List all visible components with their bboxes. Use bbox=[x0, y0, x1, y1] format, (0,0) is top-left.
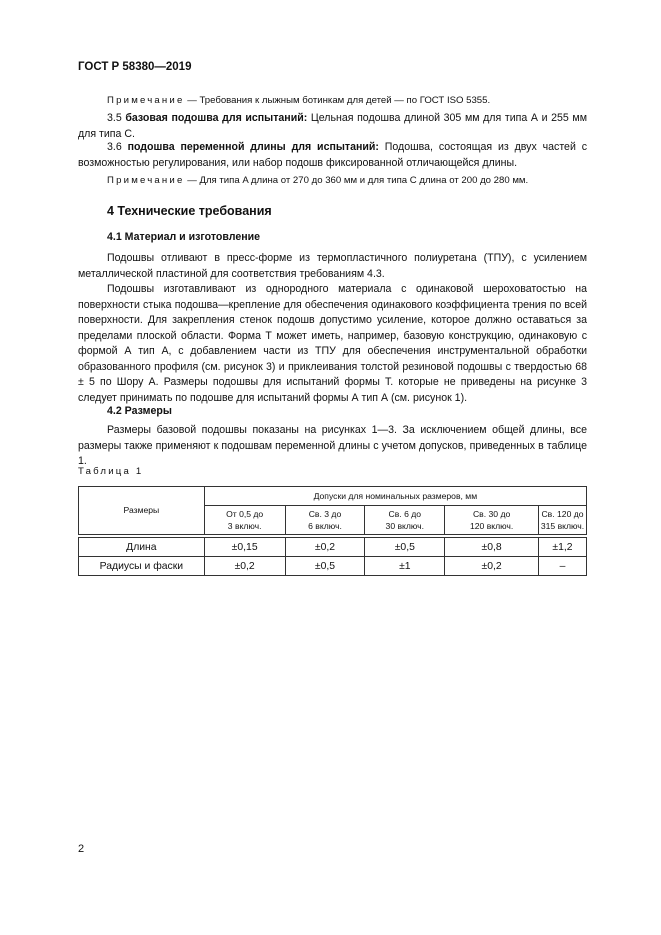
note-text: — Требования к лыжным ботинкам для детей — по ГОСТ ISO 5355. bbox=[184, 95, 491, 106]
table-cell: ±1,2 bbox=[539, 538, 587, 557]
definition-number: 3.5 bbox=[107, 112, 126, 124]
document-header: ГОСТ Р 58380—2019 bbox=[78, 61, 192, 73]
table-cell: – bbox=[539, 557, 587, 576]
table-row bbox=[79, 557, 587, 576]
row-label: Радиусы и фаски bbox=[79, 557, 205, 576]
table-cell: ±0,5 bbox=[285, 557, 365, 576]
subsection-4-2-title: 4.2 Размеры bbox=[107, 405, 172, 417]
definition-term: подошва переменной длины для испытаний: bbox=[127, 141, 379, 153]
definition-term: базовая подошва для испытаний: bbox=[125, 112, 308, 124]
page-number: 2 bbox=[78, 843, 85, 855]
range-header: Св. 3 до 6 включ. bbox=[285, 506, 365, 535]
definition-3-6 bbox=[78, 140, 587, 171]
definition-number: 3.6 bbox=[107, 141, 128, 153]
subsection-4-1-title: 4.1 Материал и изготовление bbox=[107, 231, 261, 243]
range-header: Св. 120 до 315 включ. bbox=[539, 506, 587, 535]
tolerance-table bbox=[78, 486, 587, 576]
range-header: От 0,5 до 3 включ. bbox=[204, 506, 285, 535]
paragraph-4-1-2: Подошвы изготавливают из однородного материала с одинаковой шероховатостью на поверхности стыка подошва—крепление для обеспечения одинакового коэффициента трения по всей поверхности. Для закрепления стенок подошв допустимо усиление, которое должно оставаться за пределами плоской области. Форма Т может иметь, например, базовую конструкцию, одинаковую с формой А тип А, с добавлением части из ТПУ для обеспечения инструментальной обработки образованного профиля (см. рисунок 3) и приклеивания толстой резиновой подошвы с твердостью 68 ± 5 по Шору А. Размеры подошвы для испытаний формы Т. которые не приведены на рисунке 3 следует принимать по подошве для испытаний формы А тип А (см. рисунок 1). bbox=[78, 283, 587, 404]
table-cell: ±0,2 bbox=[204, 557, 285, 576]
note-label: Примечание bbox=[107, 175, 185, 186]
table-header-dimensions: Размеры bbox=[79, 487, 205, 535]
note-2 bbox=[107, 173, 587, 188]
definition-text: Цельная подошва длиной 305 мм для типа А и 255 мм для типа С. bbox=[78, 112, 587, 140]
row-label: Длина bbox=[79, 538, 205, 557]
table-cell: ±0,5 bbox=[365, 538, 445, 557]
definition-3-5 bbox=[78, 111, 587, 142]
table-cell: ±0,8 bbox=[445, 538, 539, 557]
table-cell: ±0,15 bbox=[204, 538, 285, 557]
table-cell: ±0,2 bbox=[285, 538, 365, 557]
note-1 bbox=[107, 93, 587, 108]
table-cell: ±1 bbox=[365, 557, 445, 576]
note-label: Примечание bbox=[107, 95, 185, 106]
table-cell: ±0,2 bbox=[445, 557, 539, 576]
table-caption: Таблица 1 bbox=[78, 466, 144, 477]
definition-text: Подошва, состоящая из двух частей с возможностью регулирования, или набор подошв фиксированной отличающейся длины. bbox=[78, 141, 588, 169]
table-row bbox=[79, 538, 587, 557]
range-header: Св. 6 до 30 включ. bbox=[365, 506, 445, 535]
range-header: Св. 30 до 120 включ. bbox=[445, 506, 539, 535]
note-text: — Для типа A длина от 270 до 360 мм и для типа C длина от 200 до 280 мм. bbox=[184, 175, 529, 186]
section-4-title: 4 Технические требования bbox=[107, 204, 272, 218]
paragraph-4-1-1: Подошвы отливают в пресс-форме из термопластичного полиуретана (ТПУ), с усилением металлической пластиной для соответствия требованиям 4.3. bbox=[78, 252, 587, 280]
table-header-group: Допуски для номинальных размеров, мм bbox=[204, 487, 586, 506]
paragraph-4-2-1: Размеры базовой подошвы показаны на рисунках 1—3. За исключением общей длины, все размеры также применяют к подошвам переменной длины с учетом допусков, приведенных в таблице 1. bbox=[78, 424, 587, 467]
